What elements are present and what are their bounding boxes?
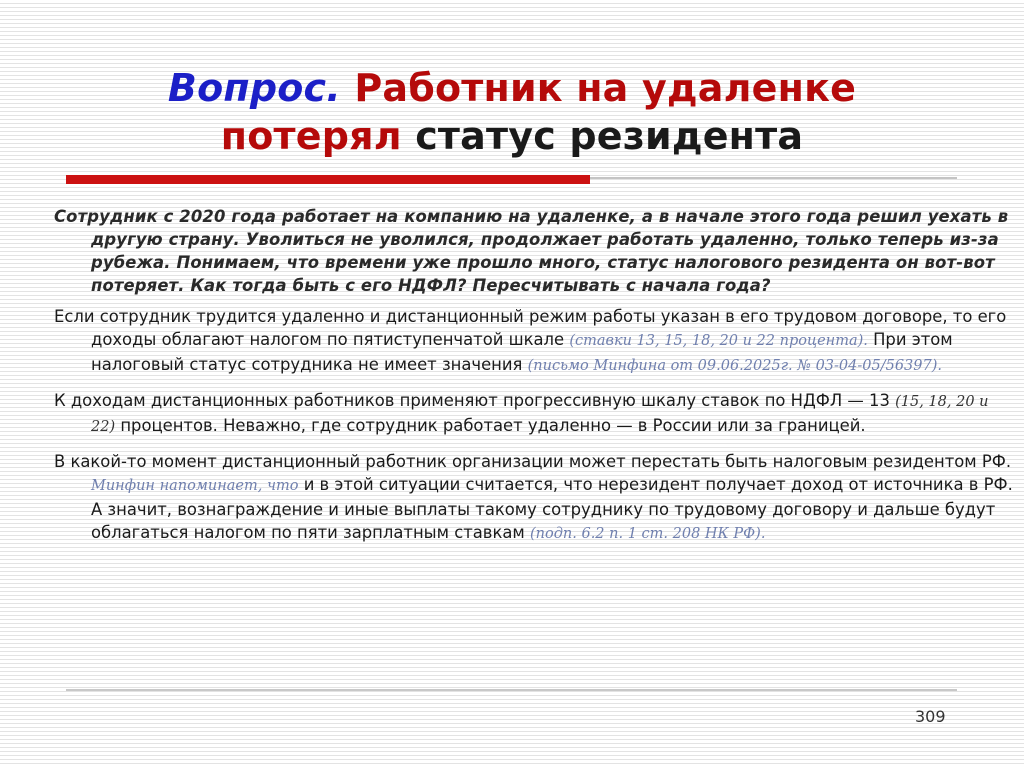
- paragraph-1-rates-reference: (ставки 13, 15, 18, 20 и 22 процента).: [569, 333, 868, 349]
- paragraph-3-text-1: В какой-то момент дистанционный работник организации может перестать быть налоговым резидентом РФ.: [54, 452, 1012, 471]
- title-black-part: статус резидента: [415, 114, 804, 158]
- paragraph-1-text-2: При этом налоговый статус сотрудника не имеет значения: [91, 330, 953, 374]
- slide-title: [70, 64, 954, 160]
- title-red-part-2: потерял: [220, 114, 402, 158]
- slide-body: [54, 205, 1014, 557]
- paragraph-3-minfin-reference: Минфин напоминает, что: [91, 478, 299, 494]
- answer-paragraph-1: [54, 305, 1014, 378]
- paragraph-2-rates-reference: (15, 18, 20 и 22): [91, 394, 989, 435]
- title-accent-bar: [66, 175, 590, 184]
- paragraph-1-letter-reference: (письмо Минфина от 09.06.2025г. № 03-04-05/56397).: [527, 358, 942, 374]
- paragraph-3-code-reference: (подп. 6.2 п. 1 ст. 208 НК РФ).: [530, 526, 766, 542]
- paragraph-2-text-1: К доходам дистанционных работников применяют прогрессивную шкалу ставок по НДФЛ — 13: [54, 391, 890, 410]
- answer-paragraph-3: [54, 450, 1014, 546]
- title-divider-line: [590, 177, 957, 179]
- paragraph-1-text-1: Если сотрудник трудится удаленно и дистанционный режим работы указан в его трудовом договоре, то его доходы облагают налогом по пятиступенчатой шкале: [54, 307, 1007, 349]
- page-number: 309: [915, 707, 946, 726]
- footer-divider-line: [66, 689, 957, 691]
- title-question-label: Вопрос.: [167, 66, 341, 110]
- paragraph-2-text-2: процентов. Неважно, где сотрудник работает удаленно — в России или за границей.: [120, 416, 866, 435]
- title-red-part: Работник на удаленке: [354, 66, 857, 110]
- question-paragraph: Сотрудник с 2020 года работает на компанию на удаленке, а в начале этого года решил уехать в другую страну. Уволиться не уволился, продолжает работать удаленно, только теперь из-за рубежа. Понимаем, что времени уже прошло много, статус налогового резидента он вот-вот потеряет. Как тогда быть с его НДФЛ? Пересчитывать с начала года?: [54, 207, 1009, 295]
- answer-paragraph-2: [54, 389, 1014, 439]
- paragraph-3-text-2: и в этой ситуации считается, что нерезидент получает доход от источника в РФ. А значит, вознаграждение и иные выплаты такому сотруднику по трудовому договору и дальше будут облагаться налогом по пяти зарплатным ставкам: [91, 475, 1013, 542]
